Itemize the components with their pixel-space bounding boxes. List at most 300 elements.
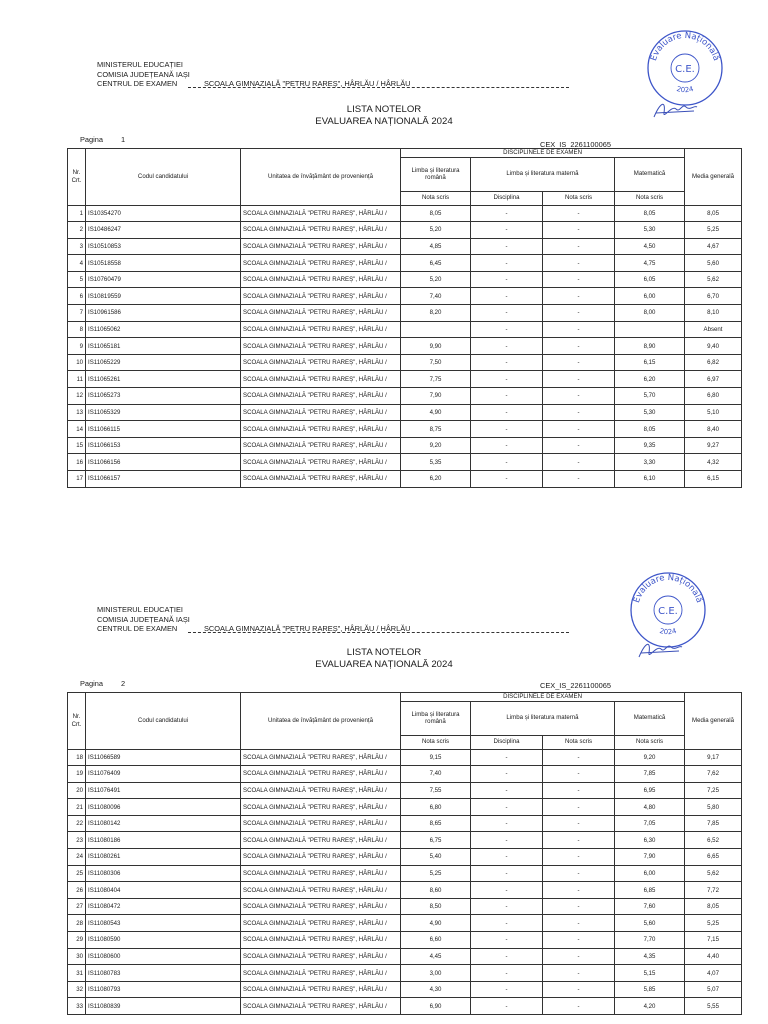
- dashed-underline: [188, 87, 569, 88]
- school-name: SCOALA GIMNAZIALĂ "PETRU RAREȘ", HÂRLĂU /: [241, 981, 401, 998]
- grade-math: 6,30: [615, 832, 685, 849]
- school-name: SCOALA GIMNAZIALĂ "PETRU RAREȘ", HÂRLĂU /: [241, 782, 401, 799]
- school-name: SCOALA GIMNAZIALĂ "PETRU RAREȘ", HÂRLĂU /: [241, 965, 401, 982]
- candidate-code: IS11066115: [86, 421, 241, 438]
- candidate-code: IS11080306: [86, 865, 241, 882]
- maternal-discipline: -: [471, 766, 543, 783]
- grade-math: 5,85: [615, 981, 685, 998]
- general-average: 6,65: [685, 849, 742, 866]
- col-maternal: Limba și literatura maternă: [471, 157, 615, 191]
- maternal-discipline: -: [471, 388, 543, 405]
- table-row: [68, 421, 742, 438]
- school-name: SCOALA GIMNAZIALĂ "PETRU RAREȘ", HÂRLĂU /: [241, 388, 401, 405]
- document-page-2: [0, 540, 768, 1024]
- stamp-text-bottom: 2024: [675, 84, 695, 95]
- exam-center-line: [97, 624, 411, 634]
- candidate-code: IS11076491: [86, 782, 241, 799]
- general-average: 5,25: [685, 915, 742, 932]
- table-row: [68, 437, 742, 454]
- row-number: 14: [68, 421, 86, 438]
- grade-math: 7,70: [615, 932, 685, 949]
- school-name: SCOALA GIMNAZIALĂ "PETRU RAREȘ", HÂRLĂU /: [241, 849, 401, 866]
- grade-math: 4,75: [615, 255, 685, 272]
- col-romanian: Limba și literatura română: [401, 157, 471, 191]
- cex-code: CEX_IS_2261100065: [540, 140, 611, 149]
- candidate-code: IS11080261: [86, 849, 241, 866]
- row-number: 25: [68, 865, 86, 882]
- page-label: Pagina: [80, 135, 104, 144]
- general-average: 6,97: [685, 371, 742, 388]
- grade-math: 6,00: [615, 288, 685, 305]
- table-row: [68, 898, 742, 915]
- col-math: Matematică: [615, 701, 685, 735]
- col-romanian-written: Nota scris: [401, 735, 471, 749]
- col-unit: Unitatea de învățământ de proveniență: [241, 693, 401, 750]
- col-maternal: Limba și literatura maternă: [471, 701, 615, 735]
- grade-maternal: -: [543, 371, 615, 388]
- table-row: [68, 815, 742, 832]
- maternal-discipline: -: [471, 965, 543, 982]
- col-disciplines: DISCIPLINELE DE EXAMEN: [401, 693, 685, 702]
- grade-math: 8,05: [615, 205, 685, 222]
- grade-math: 9,35: [615, 437, 685, 454]
- row-number: 3: [68, 238, 86, 255]
- maternal-discipline: -: [471, 371, 543, 388]
- candidate-code: IS11066157: [86, 471, 241, 488]
- general-average: 4,67: [685, 238, 742, 255]
- grade-romanian: 5,25: [401, 865, 471, 882]
- grade-math: 4,80: [615, 799, 685, 816]
- grade-romanian: 4,90: [401, 404, 471, 421]
- candidate-code: IS11080793: [86, 981, 241, 998]
- row-number: 5: [68, 271, 86, 288]
- grade-math: 5,30: [615, 222, 685, 239]
- maternal-discipline: -: [471, 882, 543, 899]
- candidate-code: IS11065062: [86, 321, 241, 338]
- grade-math: 7,05: [615, 815, 685, 832]
- row-number: 2: [68, 222, 86, 239]
- candidate-code: IS10486247: [86, 222, 241, 239]
- grade-math: 8,00: [615, 305, 685, 322]
- exam-center-line: [97, 79, 411, 89]
- table-row: [68, 849, 742, 866]
- col-nr: Nr. Crt.: [68, 693, 86, 750]
- col-unit: Unitatea de învățământ de proveniență: [241, 149, 401, 206]
- maternal-discipline: -: [471, 238, 543, 255]
- table-row: [68, 471, 742, 488]
- row-number: 8: [68, 321, 86, 338]
- table-row: [68, 388, 742, 405]
- grade-maternal: -: [543, 437, 615, 454]
- grade-maternal: -: [543, 338, 615, 355]
- grade-romanian: 5,20: [401, 271, 471, 288]
- maternal-discipline: -: [471, 915, 543, 932]
- school-name: SCOALA GIMNAZIALĂ "PETRU RAREȘ", HÂRLĂU /: [241, 421, 401, 438]
- school-name: SCOALA GIMNAZIALĂ "PETRU RAREȘ", HÂRLĂU /: [241, 932, 401, 949]
- col-disciplines: DISCIPLINELE DE EXAMEN: [401, 149, 685, 158]
- table-row: [68, 205, 742, 222]
- grade-romanian: 6,20: [401, 471, 471, 488]
- grade-romanian: 5,20: [401, 222, 471, 239]
- candidate-code: IS11065181: [86, 338, 241, 355]
- grade-romanian: 7,50: [401, 354, 471, 371]
- header-block: [97, 60, 411, 89]
- maternal-discipline: -: [471, 354, 543, 371]
- school-name: SCOALA GIMNAZIALĂ "PETRU RAREȘ", HÂRLĂU /: [241, 766, 401, 783]
- school-name: SCOALA GIMNAZIALĂ "PETRU RAREȘ", HÂRLĂU /: [241, 271, 401, 288]
- school-name: SCOALA GIMNAZIALĂ "PETRU RAREȘ", HÂRLĂU /: [241, 898, 401, 915]
- stamp-text-top: Evaluare Națională: [631, 572, 705, 605]
- table-row: [68, 338, 742, 355]
- col-maternal-written: Nota scris: [543, 191, 615, 205]
- table-row: [68, 454, 742, 471]
- grade-math: [615, 321, 685, 338]
- school-name: SCOALA GIMNAZIALĂ "PETRU RAREȘ", HÂRLĂU /: [241, 471, 401, 488]
- school-name: SCOALA GIMNAZIALĂ "PETRU RAREȘ", HÂRLĂU /: [241, 815, 401, 832]
- candidate-code: IS10819559: [86, 288, 241, 305]
- candidate-code: IS11080404: [86, 882, 241, 899]
- row-number: 1: [68, 205, 86, 222]
- ministry-name: MINISTERUL EDUCAȚIEI: [97, 605, 183, 614]
- candidate-code: IS10961586: [86, 305, 241, 322]
- table-row: [68, 354, 742, 371]
- grade-maternal: -: [543, 832, 615, 849]
- table-row: [68, 832, 742, 849]
- school-name: SCOALA GIMNAZIALĂ "PETRU RAREȘ", HÂRLĂU /: [241, 437, 401, 454]
- exam-center-name: SCOALA GIMNAZIALĂ "PETRU RAREȘ", HÂRLĂU / HÂRLĂU: [204, 79, 411, 89]
- general-average: 8,05: [685, 898, 742, 915]
- maternal-discipline: -: [471, 898, 543, 915]
- general-average: 7,15: [685, 932, 742, 949]
- header-block: [97, 605, 411, 634]
- exam-center-name: SCOALA GIMNAZIALĂ "PETRU RAREȘ", HÂRLĂU / HÂRLĂU: [204, 624, 411, 634]
- candidate-code: IS11065329: [86, 404, 241, 421]
- title-line-1: LISTA NOTELOR: [346, 647, 422, 658]
- table-row: [68, 799, 742, 816]
- page-label: Pagina: [80, 679, 104, 688]
- general-average: 8,40: [685, 421, 742, 438]
- maternal-discipline: -: [471, 948, 543, 965]
- general-average: 8,10: [685, 305, 742, 322]
- table-row: [68, 981, 742, 998]
- general-average: 5,60: [685, 255, 742, 272]
- general-average: Absent: [685, 321, 742, 338]
- rows-page-2: [68, 749, 742, 1015]
- grade-romanian: 6,60: [401, 932, 471, 949]
- grades-table-page-1: [67, 148, 742, 488]
- candidate-code: IS11080543: [86, 915, 241, 932]
- grade-math: 7,90: [615, 849, 685, 866]
- table-row: [68, 288, 742, 305]
- candidate-code: IS10510853: [86, 238, 241, 255]
- document-title: [0, 647, 768, 671]
- grade-math: 6,10: [615, 471, 685, 488]
- general-average: 5,10: [685, 404, 742, 421]
- maternal-discipline: -: [471, 865, 543, 882]
- row-number: 12: [68, 388, 86, 405]
- candidate-code: IS10518558: [86, 255, 241, 272]
- grade-maternal: -: [543, 205, 615, 222]
- table-row: [68, 766, 742, 783]
- grade-maternal: -: [543, 471, 615, 488]
- grade-maternal: -: [543, 288, 615, 305]
- exam-center-label: CENTRUL DE EXAMEN: [97, 79, 178, 89]
- grade-math: 6,20: [615, 371, 685, 388]
- school-name: SCOALA GIMNAZIALĂ "PETRU RAREȘ", HÂRLĂU /: [241, 371, 401, 388]
- general-average: 7,72: [685, 882, 742, 899]
- general-average: 6,15: [685, 471, 742, 488]
- exam-center-label: CENTRUL DE EXAMEN: [97, 624, 178, 634]
- col-math-written: Nota scris: [615, 191, 685, 205]
- maternal-discipline: -: [471, 454, 543, 471]
- grade-maternal: -: [543, 782, 615, 799]
- school-name: SCOALA GIMNAZIALĂ "PETRU RAREȘ", HÂRLĂU /: [241, 454, 401, 471]
- title-line-2: EVALUAREA NAȚIONALĂ 2024: [315, 116, 453, 127]
- row-number: 33: [68, 998, 86, 1015]
- table-row: [68, 305, 742, 322]
- candidate-code: IS10760479: [86, 271, 241, 288]
- maternal-discipline: -: [471, 404, 543, 421]
- school-name: SCOALA GIMNAZIALĂ "PETRU RAREȘ", HÂRLĂU /: [241, 222, 401, 239]
- col-maternal-written: Nota scris: [543, 735, 615, 749]
- grade-math: 4,20: [615, 998, 685, 1015]
- table-row: [68, 865, 742, 882]
- grade-maternal: -: [543, 766, 615, 783]
- row-number: 30: [68, 948, 86, 965]
- grade-math: 7,85: [615, 766, 685, 783]
- row-number: 18: [68, 749, 86, 766]
- grade-math: 5,70: [615, 388, 685, 405]
- grade-romanian: 8,20: [401, 305, 471, 322]
- row-number: 16: [68, 454, 86, 471]
- maternal-discipline: -: [471, 271, 543, 288]
- grade-maternal: -: [543, 388, 615, 405]
- grade-maternal: -: [543, 915, 615, 932]
- candidate-code: IS11065229: [86, 354, 241, 371]
- grade-maternal: -: [543, 454, 615, 471]
- commission-name: COMISIA JUDEȚEANĂ IAȘI: [97, 69, 190, 79]
- dashed-underline: [188, 632, 569, 633]
- grade-romanian: 5,40: [401, 849, 471, 866]
- candidate-code: IS11066156: [86, 454, 241, 471]
- row-number: 28: [68, 915, 86, 932]
- grade-maternal: -: [543, 998, 615, 1015]
- school-name: SCOALA GIMNAZIALĂ "PETRU RAREȘ", HÂRLĂU /: [241, 832, 401, 849]
- col-romanian-written: Nota scris: [401, 191, 471, 205]
- grade-maternal: -: [543, 238, 615, 255]
- candidate-code: IS11080472: [86, 898, 241, 915]
- row-number: 23: [68, 832, 86, 849]
- grade-maternal: -: [543, 749, 615, 766]
- stamp-center-text: C.E.: [675, 64, 695, 75]
- grade-math: 5,15: [615, 965, 685, 982]
- table-row: [68, 932, 742, 949]
- general-average: 5,55: [685, 998, 742, 1015]
- grade-maternal: -: [543, 271, 615, 288]
- maternal-discipline: -: [471, 305, 543, 322]
- candidate-code: IS11080186: [86, 832, 241, 849]
- grade-math: 4,50: [615, 238, 685, 255]
- grade-maternal: -: [543, 932, 615, 949]
- candidate-code: IS11076409: [86, 766, 241, 783]
- school-name: SCOALA GIMNAZIALĂ "PETRU RAREȘ", HÂRLĂU /: [241, 338, 401, 355]
- rows-page-1: [68, 205, 742, 487]
- grade-maternal: -: [543, 421, 615, 438]
- grade-romanian: 8,05: [401, 205, 471, 222]
- table-row: [68, 965, 742, 982]
- row-number: 17: [68, 471, 86, 488]
- stamp-text-top: Evaluare Națională: [648, 30, 722, 63]
- col-code: Codul candidatului: [86, 693, 241, 750]
- table-row: [68, 998, 742, 1015]
- school-name: SCOALA GIMNAZIALĂ "PETRU RAREȘ", HÂRLĂU /: [241, 799, 401, 816]
- grade-maternal: -: [543, 404, 615, 421]
- candidate-code: IS11080142: [86, 815, 241, 832]
- grade-maternal: -: [543, 898, 615, 915]
- grade-romanian: 8,50: [401, 898, 471, 915]
- maternal-discipline: -: [471, 981, 543, 998]
- row-number: 7: [68, 305, 86, 322]
- row-number: 20: [68, 782, 86, 799]
- school-name: SCOALA GIMNAZIALĂ "PETRU RAREȘ", HÂRLĂU /: [241, 205, 401, 222]
- col-average: Media generală: [685, 693, 742, 750]
- maternal-discipline: -: [471, 471, 543, 488]
- maternal-discipline: -: [471, 799, 543, 816]
- page-number: [80, 135, 125, 144]
- school-name: SCOALA GIMNAZIALĂ "PETRU RAREȘ", HÂRLĂU /: [241, 354, 401, 371]
- col-code: Codul candidatului: [86, 149, 241, 206]
- maternal-discipline: -: [471, 338, 543, 355]
- grade-romanian: 4,45: [401, 948, 471, 965]
- general-average: 9,27: [685, 437, 742, 454]
- grade-romanian: 8,75: [401, 421, 471, 438]
- grade-romanian: 3,00: [401, 965, 471, 982]
- grade-romanian: 9,90: [401, 338, 471, 355]
- col-discipline: Disciplina: [471, 735, 543, 749]
- school-name: SCOALA GIMNAZIALĂ "PETRU RAREȘ", HÂRLĂU /: [241, 948, 401, 965]
- maternal-discipline: -: [471, 321, 543, 338]
- grade-romanian: 7,40: [401, 288, 471, 305]
- candidate-code: IS11065261: [86, 371, 241, 388]
- grade-romanian: 4,85: [401, 238, 471, 255]
- candidate-code: IS11080600: [86, 948, 241, 965]
- ministry-name: MINISTERUL EDUCAȚIEI: [97, 60, 183, 69]
- grade-romanian: [401, 321, 471, 338]
- col-math-written: Nota scris: [615, 735, 685, 749]
- grade-math: 6,15: [615, 354, 685, 371]
- maternal-discipline: -: [471, 932, 543, 949]
- candidate-code: IS11080590: [86, 932, 241, 949]
- title-line-2: EVALUAREA NAȚIONALĂ 2024: [315, 659, 453, 670]
- grade-maternal: -: [543, 965, 615, 982]
- school-name: SCOALA GIMNAZIALĂ "PETRU RAREȘ", HÂRLĂU /: [241, 915, 401, 932]
- row-number: 10: [68, 354, 86, 371]
- maternal-discipline: -: [471, 782, 543, 799]
- maternal-discipline: -: [471, 815, 543, 832]
- grade-romanian: 6,45: [401, 255, 471, 272]
- grades-table-page-2: [67, 692, 742, 1015]
- maternal-discipline: -: [471, 832, 543, 849]
- grade-math: 6,00: [615, 865, 685, 882]
- grade-maternal: -: [543, 849, 615, 866]
- row-number: 24: [68, 849, 86, 866]
- page-number: [80, 679, 125, 688]
- col-math: Matematică: [615, 157, 685, 191]
- school-name: SCOALA GIMNAZIALĂ "PETRU RAREȘ", HÂRLĂU /: [241, 749, 401, 766]
- general-average: 6,82: [685, 354, 742, 371]
- grade-maternal: -: [543, 981, 615, 998]
- row-number: 21: [68, 799, 86, 816]
- grade-math: 9,20: [615, 749, 685, 766]
- row-number: 29: [68, 932, 86, 949]
- school-name: SCOALA GIMNAZIALĂ "PETRU RAREȘ", HÂRLĂU /: [241, 998, 401, 1015]
- col-nr: Nr. Crt.: [68, 149, 86, 206]
- school-name: SCOALA GIMNAZIALĂ "PETRU RAREȘ", HÂRLĂU /: [241, 404, 401, 421]
- general-average: 7,85: [685, 815, 742, 832]
- table-row: [68, 255, 742, 272]
- grade-math: 5,30: [615, 404, 685, 421]
- title-line-1: LISTA NOTELOR: [346, 104, 422, 115]
- table-row: [68, 371, 742, 388]
- table-row: [68, 404, 742, 421]
- school-name: SCOALA GIMNAZIALĂ "PETRU RAREȘ", HÂRLĂU /: [241, 865, 401, 882]
- grade-maternal: -: [543, 321, 615, 338]
- maternal-discipline: -: [471, 255, 543, 272]
- general-average: 4,32: [685, 454, 742, 471]
- row-number: 9: [68, 338, 86, 355]
- table-row: [68, 948, 742, 965]
- col-discipline: Disciplina: [471, 191, 543, 205]
- row-number: 27: [68, 898, 86, 915]
- general-average: 4,07: [685, 965, 742, 982]
- grade-math: 6,95: [615, 782, 685, 799]
- grade-romanian: 9,15: [401, 749, 471, 766]
- general-average: 5,07: [685, 981, 742, 998]
- candidate-code: IS11066153: [86, 437, 241, 454]
- grade-math: 7,60: [615, 898, 685, 915]
- stamp-text-bottom: 2024: [658, 626, 678, 637]
- document-title: [0, 104, 768, 128]
- commission-name: COMISIA JUDEȚEANĂ IAȘI: [97, 614, 190, 624]
- row-number: 19: [68, 766, 86, 783]
- table-row: [68, 271, 742, 288]
- school-name: SCOALA GIMNAZIALĂ "PETRU RAREȘ", HÂRLĂU /: [241, 238, 401, 255]
- candidate-code: IS10354270: [86, 205, 241, 222]
- grade-maternal: -: [543, 799, 615, 816]
- general-average: 9,17: [685, 749, 742, 766]
- page-number-value: 2: [121, 679, 126, 688]
- grade-math: 8,05: [615, 421, 685, 438]
- grade-maternal: -: [543, 354, 615, 371]
- general-average: 7,25: [685, 782, 742, 799]
- general-average: 5,62: [685, 865, 742, 882]
- grade-romanian: 4,30: [401, 981, 471, 998]
- table-row: [68, 238, 742, 255]
- general-average: 9,40: [685, 338, 742, 355]
- grade-romanian: 6,80: [401, 799, 471, 816]
- table-row: [68, 749, 742, 766]
- grade-romanian: 6,75: [401, 832, 471, 849]
- grade-math: 3,30: [615, 454, 685, 471]
- row-number: 11: [68, 371, 86, 388]
- grade-romanian: 8,65: [401, 815, 471, 832]
- grade-math: 4,35: [615, 948, 685, 965]
- row-number: 32: [68, 981, 86, 998]
- maternal-discipline: -: [471, 749, 543, 766]
- row-number: 4: [68, 255, 86, 272]
- grade-romanian: 8,60: [401, 882, 471, 899]
- school-name: SCOALA GIMNAZIALĂ "PETRU RAREȘ", HÂRLĂU /: [241, 321, 401, 338]
